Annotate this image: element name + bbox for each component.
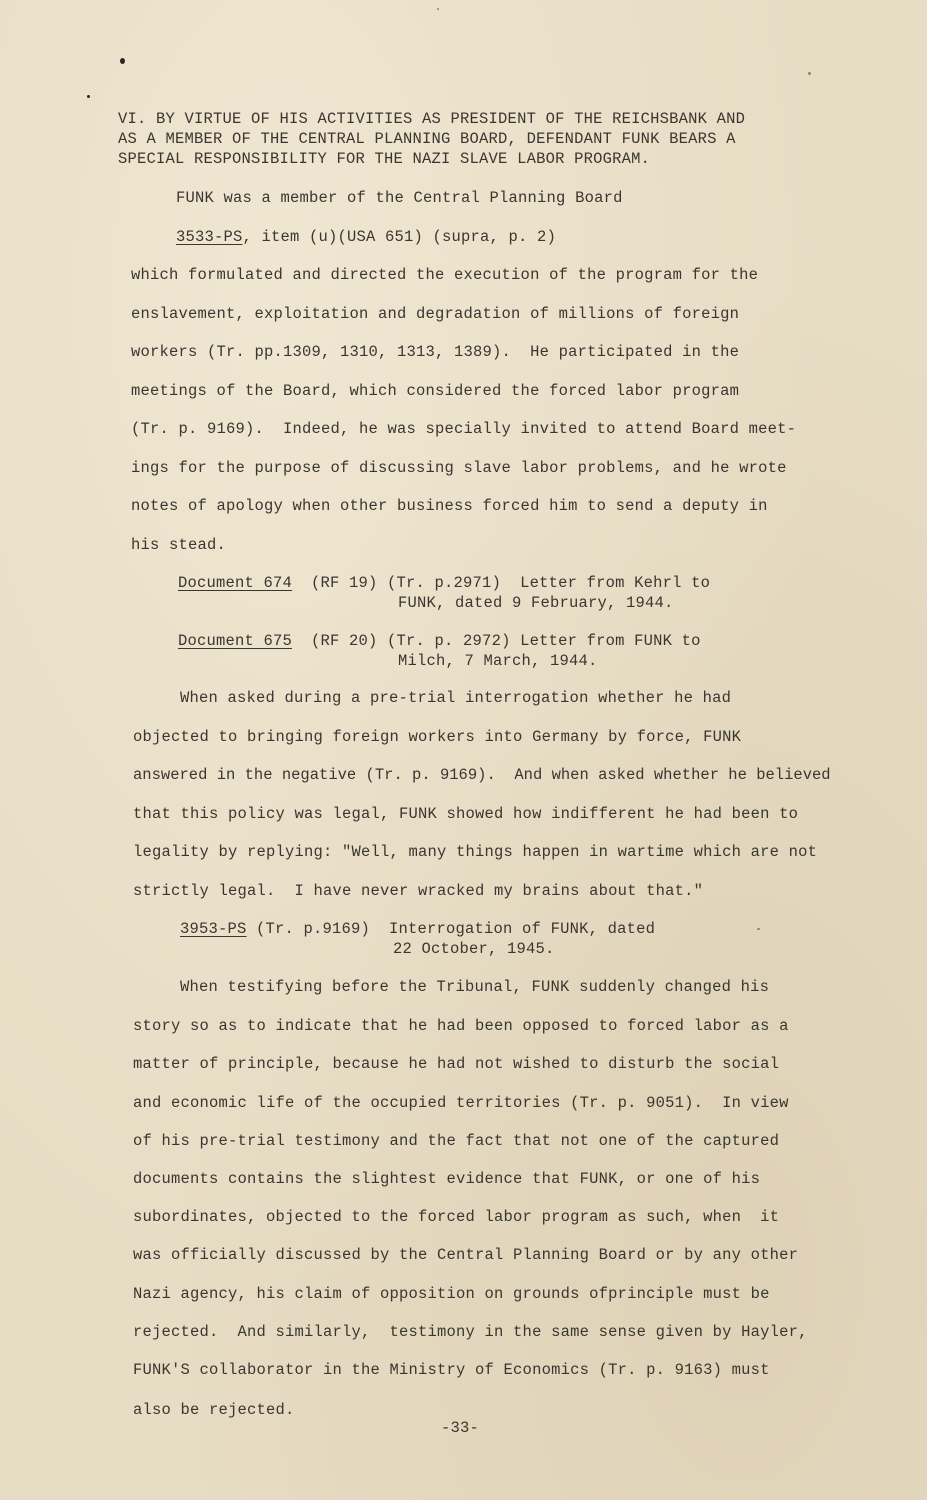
paragraph-line: Nazi agency, his claim of opposition on grounds ofprinciple must be — [133, 1285, 770, 1303]
citation-ref: Document 674 — [178, 574, 293, 592]
citation-ref: Document 675 — [178, 632, 293, 650]
paragraph-line: ings for the purpose of discussing slave labor problems, and he wrote — [131, 459, 787, 477]
page-number: -33- — [441, 1419, 480, 1437]
paragraph-line: enslavement, exploitation and degradation of millions of foreign — [131, 305, 740, 323]
paragraph-line: answered in the negative (Tr. p. 9169). And when asked whether he believed — [133, 766, 831, 784]
paragraph-line: story so as to indicate that he had been opposed to forced labor as a — [133, 1017, 789, 1035]
paper-speck — [757, 928, 760, 930]
citation-detail: , item (u)(USA 651) (supra, p. 2) — [242, 228, 557, 246]
paragraph-line: rejected. And similarly, testimony in the same sense given by Hayler, — [133, 1323, 808, 1341]
paper-speck — [808, 72, 811, 75]
paragraph-line: When asked during a pre-trial interrogation whether he had — [180, 689, 732, 707]
paragraph-line: that this policy was legal, FUNK showed how indifferent he had been to — [133, 805, 799, 823]
citation-detail-line: 22 October, 1945. — [393, 940, 555, 958]
citation-3953-ps — [180, 922, 655, 938]
paragraph-line: FUNK was a member of the Central Planning Board — [176, 189, 623, 207]
paragraph-line: workers (Tr. pp.1309, 1310, 1313, 1389). He participated in the — [131, 343, 740, 361]
section-heading-line: SPECIAL RESPONSIBILITY FOR THE NAZI SLAVE LABOR PROGRAM. — [118, 150, 651, 168]
paragraph-line: of his pre-trial testimony and the fact that not one of the captured — [133, 1132, 780, 1150]
paragraph-line: (Tr. p. 9169). Indeed, he was specially invited to attend Board meet- — [131, 420, 797, 438]
paragraph-line: When testifying before the Tribunal, FUNK suddenly changed his — [180, 978, 770, 996]
citation-detail-line: Milch, 7 March, 1944. — [398, 652, 598, 670]
paragraph-line: meetings of the Board, which considered the forced labor program — [131, 382, 740, 400]
paragraph-line: legality by replying: "Well, many things happen in wartime which are not — [133, 843, 818, 861]
paragraph-line: notes of apology when other business forced him to send a deputy in — [131, 497, 768, 515]
paragraph-line: subordinates, objected to the forced labor program as such, when it — [133, 1208, 780, 1226]
citation-document-674 — [178, 576, 710, 592]
section-heading-line: VI. BY VIRTUE OF HIS ACTIVITIES AS PRESIDENT OF THE REICHSBANK AND — [118, 110, 746, 128]
citation-ref: 3953-PS — [180, 920, 247, 938]
paragraph-line: which formulated and directed the execution of the program for the — [131, 266, 759, 284]
citation-3533-ps — [176, 230, 556, 246]
paragraph-line: was officially discussed by the Central Planning Board or by any other — [133, 1246, 799, 1264]
paragraph-line: his stead. — [131, 536, 227, 554]
paragraph-line: objected to bringing foreign workers into Germany by force, FUNK — [133, 728, 742, 746]
citation-detail: (RF 19) (Tr. p.2971) Letter from Kehrl to — [292, 574, 711, 592]
paragraph-line: strictly legal. I have never wracked my brains about that." — [133, 882, 704, 900]
paragraph-line: and economic life of the occupied territories (Tr. p. 9051). In view — [133, 1094, 789, 1112]
paragraph-line: FUNK'S collaborator in the Ministry of Economics (Tr. p. 9163) must — [133, 1361, 770, 1379]
ink-dot-mark — [87, 95, 90, 98]
citation-detail-line: FUNK, dated 9 February, 1944. — [398, 594, 674, 612]
citation-document-675 — [178, 634, 701, 650]
paragraph-line: matter of principle, because he had not wished to disturb the social — [133, 1055, 780, 1073]
citation-detail: (RF 20) (Tr. p. 2972) Letter from FUNK to — [292, 632, 701, 650]
paragraph-line: documents contains the slightest evidence that FUNK, or one of his — [133, 1170, 761, 1188]
section-heading-line: AS A MEMBER OF THE CENTRAL PLANNING BOARD, DEFENDANT FUNK BEARS A — [118, 130, 736, 148]
paper-speck — [437, 8, 439, 10]
paragraph-line: also be rejected. — [133, 1401, 295, 1419]
citation-ref: 3533-PS — [176, 228, 243, 246]
citation-detail: (Tr. p.9169) Interrogation of FUNK, dated — [246, 920, 656, 938]
ink-dot-mark — [120, 58, 125, 64]
